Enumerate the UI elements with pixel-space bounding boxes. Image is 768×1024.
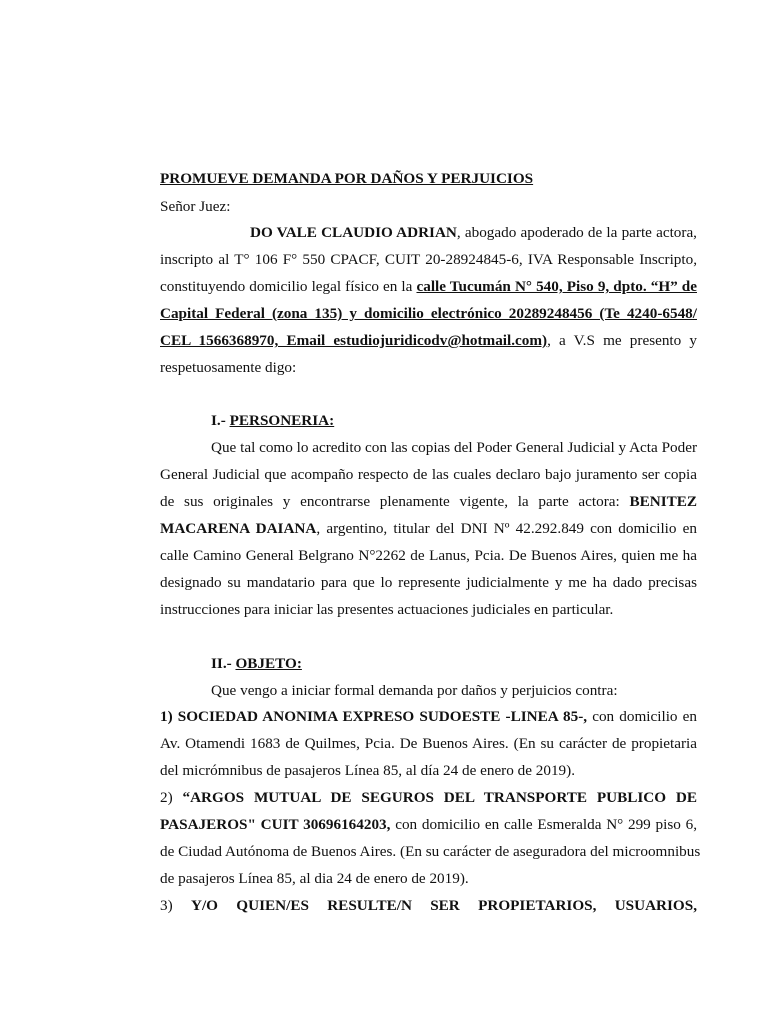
- section-heading-personeria: I.- PERSONERIA:: [211, 412, 335, 429]
- personeria-line-5: calle Camino General Belgrano N°2262 de Lanus, Pcia. De Buenos Aires, quien me ha: [160, 547, 697, 564]
- personeria-line-7: instrucciones para iniciar las presentes actuaciones judiciales en particular.: [160, 601, 614, 618]
- personeria-line-2: General Judicial que acompaño respecto de las cuales declaro bajo juramento ser copia: [160, 466, 697, 483]
- intro-line-6: respetuosamente digo:: [160, 359, 297, 376]
- personeria-line-3: de sus originales y encontrarse plenamente vigente, la parte actora: BENITEZ: [160, 493, 697, 510]
- personeria-line-1: Que tal como lo acredito con las copias del Poder General Judicial y Acta Poder: [211, 439, 697, 456]
- defendant-2-line-1: 2) “ARGOS MUTUAL DE SEGUROS DEL TRANSPORTE PUBLICO DE: [160, 789, 697, 806]
- document-title: PROMUEVE DEMANDA POR DAÑOS Y PERJUICIOS: [160, 170, 534, 187]
- personeria-line-6: designado su mandatario para que lo represente judicialmente y me ha dado precisas: [160, 574, 697, 591]
- defendant-3-line-1: 3) Y/O QUIEN/ES RESULTE/N SER PROPIETARIOS, USUARIOS,: [160, 897, 697, 914]
- defendant-1-line-1: 1) SOCIEDAD ANONIMA EXPRESO SUDOESTE -LINEA 85-, con domicilio en: [160, 708, 697, 725]
- intro-line-2: inscripto al T° 106 F° 550 CPACF, CUIT 20-28924845-6, IVA Responsable Inscripto,: [160, 251, 697, 268]
- objeto-intro: Que vengo a iniciar formal demanda por daños y perjuicios contra:: [211, 682, 618, 699]
- defendant-2-line-3: de Ciudad Autónoma de Buenos Aires. (En su carácter de aseguradora del microomnibus: [160, 843, 701, 860]
- intro-line-1: DO VALE CLAUDIO ADRIAN, abogado apoderado de la parte actora,: [250, 224, 697, 241]
- defendant-2-line-4: de pasajeros Línea 85, al dia 24 de enero de 2019).: [160, 870, 469, 887]
- personeria-line-4: MACARENA DAIANA, argentino, titular del DNI Nº 42.292.849 con domicilio en: [160, 520, 697, 537]
- defendant-2-line-2: PASAJEROS" CUIT 30696164203, con domicilio en calle Esmeralda N° 299 piso 6,: [160, 816, 697, 833]
- section-heading-objeto: II.- OBJETO:: [211, 655, 302, 672]
- salutation: Señor Juez:: [160, 198, 231, 215]
- intro-line-4: Capital Federal (zona 135) y domicilio electrónico 20289248456 (Te 4240-6548/: [160, 305, 697, 322]
- intro-line-3: constituyendo domicilio legal físico en la calle Tucumán N° 540, Piso 9, dpto. “H” de: [160, 278, 697, 295]
- defendant-1-line-3: del micrómnibus de pasajeros Línea 85, al día 24 de enero de 2019).: [160, 762, 575, 779]
- intro-line-5: CEL 1566368970, Email estudiojuridicodv@hotmail.com), a V.S me presento y: [160, 332, 697, 349]
- attorney-name: DO VALE CLAUDIO ADRIAN: [250, 224, 457, 241]
- defendant-1-line-2: Av. Otamendi 1683 de Quilmes, Pcia. De Buenos Aires. (En su carácter de propietaria: [160, 735, 697, 752]
